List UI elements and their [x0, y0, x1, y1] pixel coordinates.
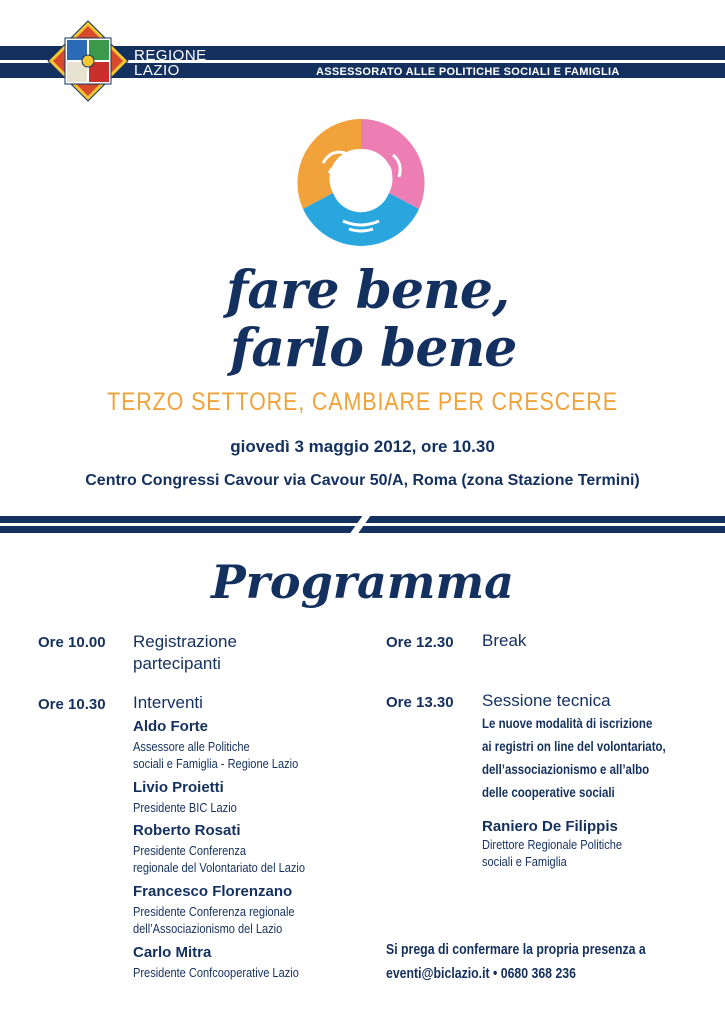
event-title-line1: fare bene, [226, 260, 510, 321]
speaker-role-line1: Presidente Conferenza regionale [133, 904, 295, 919]
time-interventi: Ore 10.30 [38, 696, 106, 713]
event-subtitle: TERZO SETTORE, CAMBIARE PER CRESCERE [107, 388, 618, 416]
technical-speaker-name: Raniero De Filippis [482, 818, 618, 835]
technical-speaker-role [482, 836, 712, 870]
technical-topic-line: Le nuove modalità di iscrizione [482, 715, 653, 731]
technical-speaker-role-line2: sociali e Famiglia [482, 854, 567, 869]
speaker-role-line2: sociali e Famiglia - Regione Lazio [133, 756, 299, 771]
speaker-role-line2: dell’Associazionismo del Lazio [133, 921, 283, 936]
speaker-role [133, 738, 363, 772]
speaker-name: Carlo Mitra [133, 944, 212, 961]
rsvp-note [386, 938, 681, 986]
hands-circle-logo-icon [293, 115, 429, 251]
speaker-role-line2: regionale del Volontariato del Lazio [133, 860, 306, 875]
rsvp-line1: Si prega di confermare la propria presenza a [386, 941, 646, 958]
technical-topic-line: dell’associazionismo e all’albo [482, 761, 650, 777]
speaker-name: Livio Proietti [133, 779, 224, 796]
speaker-name: Aldo Forte [133, 718, 208, 735]
speaker-role-line1: Presidente Conferenza [133, 843, 247, 858]
regione-lazio-emblem-icon [47, 20, 129, 102]
speaker-role-line1: Presidente BIC Lazio [133, 800, 237, 815]
time-registrazione: Ore 10.00 [38, 634, 106, 651]
speaker-role [133, 903, 363, 937]
speaker-role [133, 842, 363, 876]
time-break: Ore 12.30 [386, 634, 454, 651]
technical-topic [482, 712, 725, 804]
speaker-role-line1: Assessore alle Politiche [133, 739, 250, 754]
event-venue: Centro Congressi Cavour via Cavour 50/A, Roma (zona Stazione Termini) [85, 472, 640, 489]
speaker-role [133, 799, 363, 816]
technical-topic-line: delle cooperative sociali [482, 784, 615, 800]
label-sessione-tecnica: Sessione tecnica [482, 691, 611, 710]
label-registrazione-line1: Registrazione [133, 632, 237, 651]
event-title-line2: farlo bene [230, 318, 517, 379]
label-break: Break [482, 631, 527, 650]
speaker-name: Francesco Florenzano [133, 883, 293, 900]
region-line1: REGIONE [134, 47, 207, 64]
programma-heading: Programma [211, 555, 514, 609]
label-registrazione-line2: partecipanti [133, 654, 221, 673]
time-sessione-tecnica: Ore 13.30 [386, 694, 454, 711]
technical-topic-line: ai registri on line del volontariato, [482, 738, 666, 754]
region-name [134, 48, 207, 78]
label-interventi: Interventi [133, 693, 203, 712]
assessorato-label: ASSESSORATO ALLE POLITICHE SOCIALI E FAMIGLIA [316, 66, 620, 78]
event-date: giovedì 3 maggio 2012, ore 10.30 [230, 437, 495, 456]
region-line2: LAZIO [134, 62, 180, 79]
label-registrazione [133, 631, 237, 675]
rsvp-line2[interactable]: eventi@biclazio.it • 0680 368 236 [386, 965, 576, 982]
technical-speaker-role-line1: Direttore Regionale Politiche [482, 837, 623, 852]
speaker-role [133, 964, 363, 981]
speaker-role-line1: Presidente Confcooperative Lazio [133, 965, 299, 980]
speaker-name: Roberto Rosati [133, 822, 241, 839]
